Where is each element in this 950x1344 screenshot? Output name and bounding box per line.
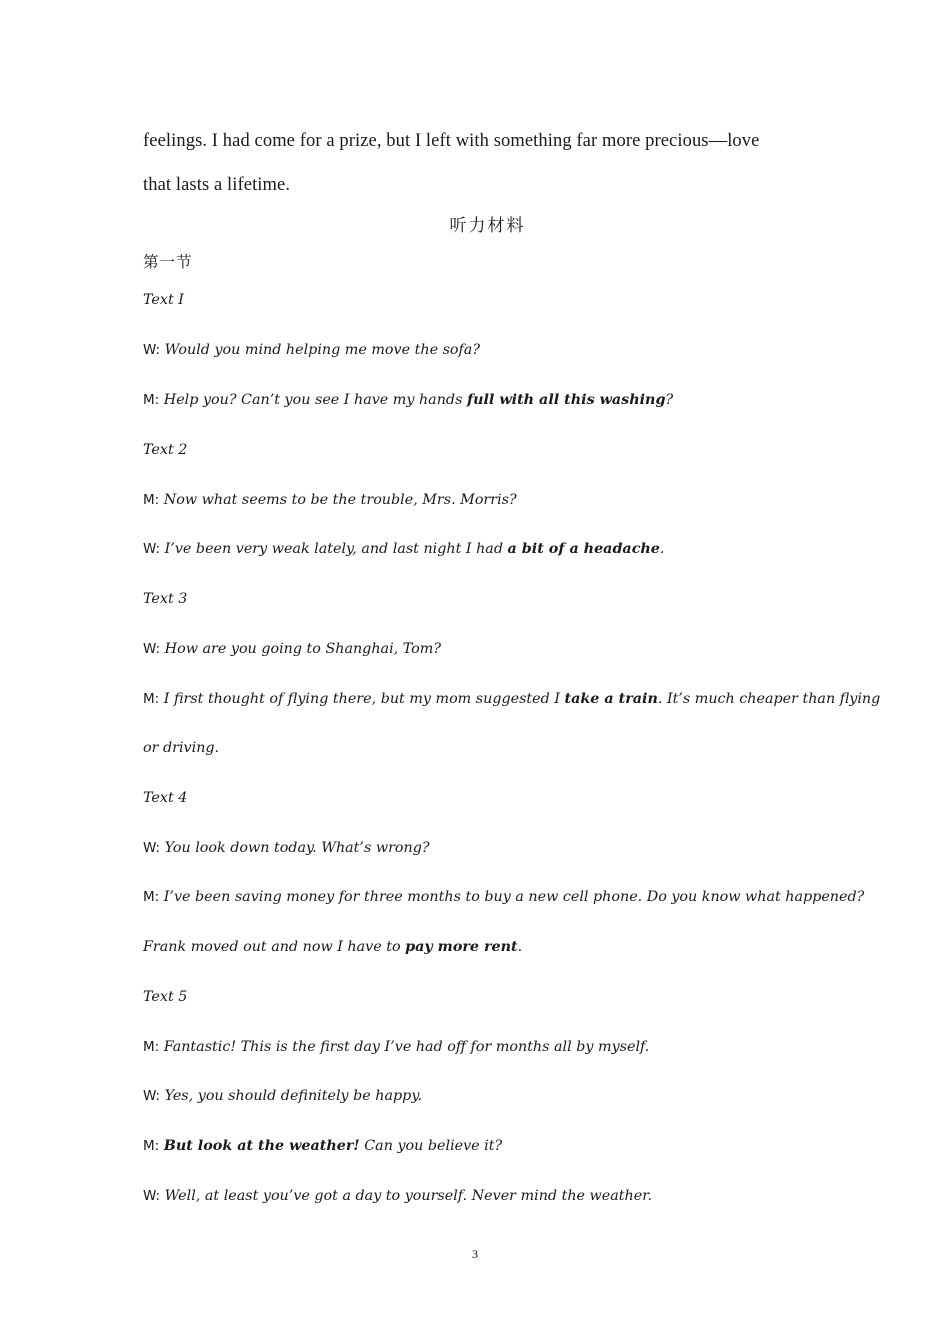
text-1-label: Text I: [143, 292, 184, 308]
text-5-line-3: [143, 1138, 502, 1154]
text-5-label: Text 5: [143, 989, 188, 1005]
speaker: M:: [143, 1039, 160, 1055]
text-2-line-2: [143, 541, 664, 557]
text-5-line-4: [143, 1188, 652, 1204]
answer-highlight: a bit of a headache: [507, 541, 660, 557]
dialogue-text: Fantastic! This is the first day I’ve had off for months all by myself.: [163, 1039, 650, 1055]
page-number: 3: [472, 1247, 478, 1261]
dialogue-text: Help you? Can’t you see I have my hands: [163, 392, 467, 408]
dialogue-text: You look down today. What’s wrong?: [164, 840, 430, 856]
text-1-line-2: [143, 392, 673, 408]
text-3-line-1: [143, 641, 441, 657]
dialogue-text: ?: [665, 392, 674, 408]
text-5-line-1: [143, 1039, 649, 1055]
speaker: M:: [143, 1138, 160, 1154]
text-5-line-2: [143, 1088, 422, 1104]
dialogue-text: Yes, you should definitely be happy.: [164, 1088, 423, 1104]
dialogue-text: .: [517, 939, 523, 955]
essay-line-1: feelings. I had come for a prize, but I left with something far more precious—love: [143, 131, 760, 151]
text-2-line-1: [143, 492, 517, 508]
dialogue-text: Now what seems to be the trouble, Mrs. Morris?: [163, 492, 517, 508]
text-4-line-2: [143, 889, 864, 905]
speaker: W:: [143, 840, 161, 856]
speaker: W:: [143, 1088, 161, 1104]
dialogue-text: .: [659, 541, 665, 557]
text-3-line-3: or driving.: [143, 740, 220, 756]
text-3-line-2: [143, 691, 880, 707]
speaker: M:: [143, 392, 160, 408]
dialogue-text: How are you going to Shanghai, Tom?: [164, 641, 441, 657]
answer-highlight: But look at the weather!: [163, 1138, 360, 1154]
dialogue-text: I’ve been very weak lately, and last night I had: [164, 541, 508, 557]
part-label: 第一节: [143, 254, 193, 271]
speaker: M:: [143, 691, 160, 707]
dialogue-text: I’ve been saving money for three months to buy a new cell phone. Do you know what happened?: [163, 889, 865, 905]
section-heading: 听力材料: [449, 216, 526, 235]
speaker: M:: [143, 889, 160, 905]
dialogue-text: Can you believe it?: [359, 1138, 503, 1154]
speaker: W:: [143, 342, 161, 358]
speaker: M:: [143, 492, 160, 508]
answer-highlight: full with all this washing: [466, 392, 666, 408]
speaker: W:: [143, 641, 161, 657]
essay-line-2: that lasts a lifetime.: [143, 175, 291, 195]
text-2-label: Text 2: [143, 442, 188, 458]
text-4-line-3: [143, 939, 522, 955]
answer-highlight: take a train: [564, 691, 658, 707]
speaker: W:: [143, 1188, 161, 1204]
speaker: W:: [143, 541, 161, 557]
text-4-label: Text 4: [143, 790, 188, 806]
dialogue-text: . It’s much cheaper than flying: [657, 691, 881, 707]
dialogue-text: Well, at least you’ve got a day to yourself. Never mind the weather.: [164, 1188, 652, 1204]
text-4-line-1: [143, 840, 430, 856]
dialogue-text: Frank moved out and now I have to: [143, 939, 406, 955]
dialogue-text: I first thought of flying there, but my mom suggested I: [163, 691, 565, 707]
text-3-label: Text 3: [143, 591, 188, 607]
text-1-line-1: [143, 342, 480, 358]
dialogue-text: Would you mind helping me move the sofa?: [164, 342, 480, 358]
answer-highlight: pay more rent: [405, 939, 518, 955]
